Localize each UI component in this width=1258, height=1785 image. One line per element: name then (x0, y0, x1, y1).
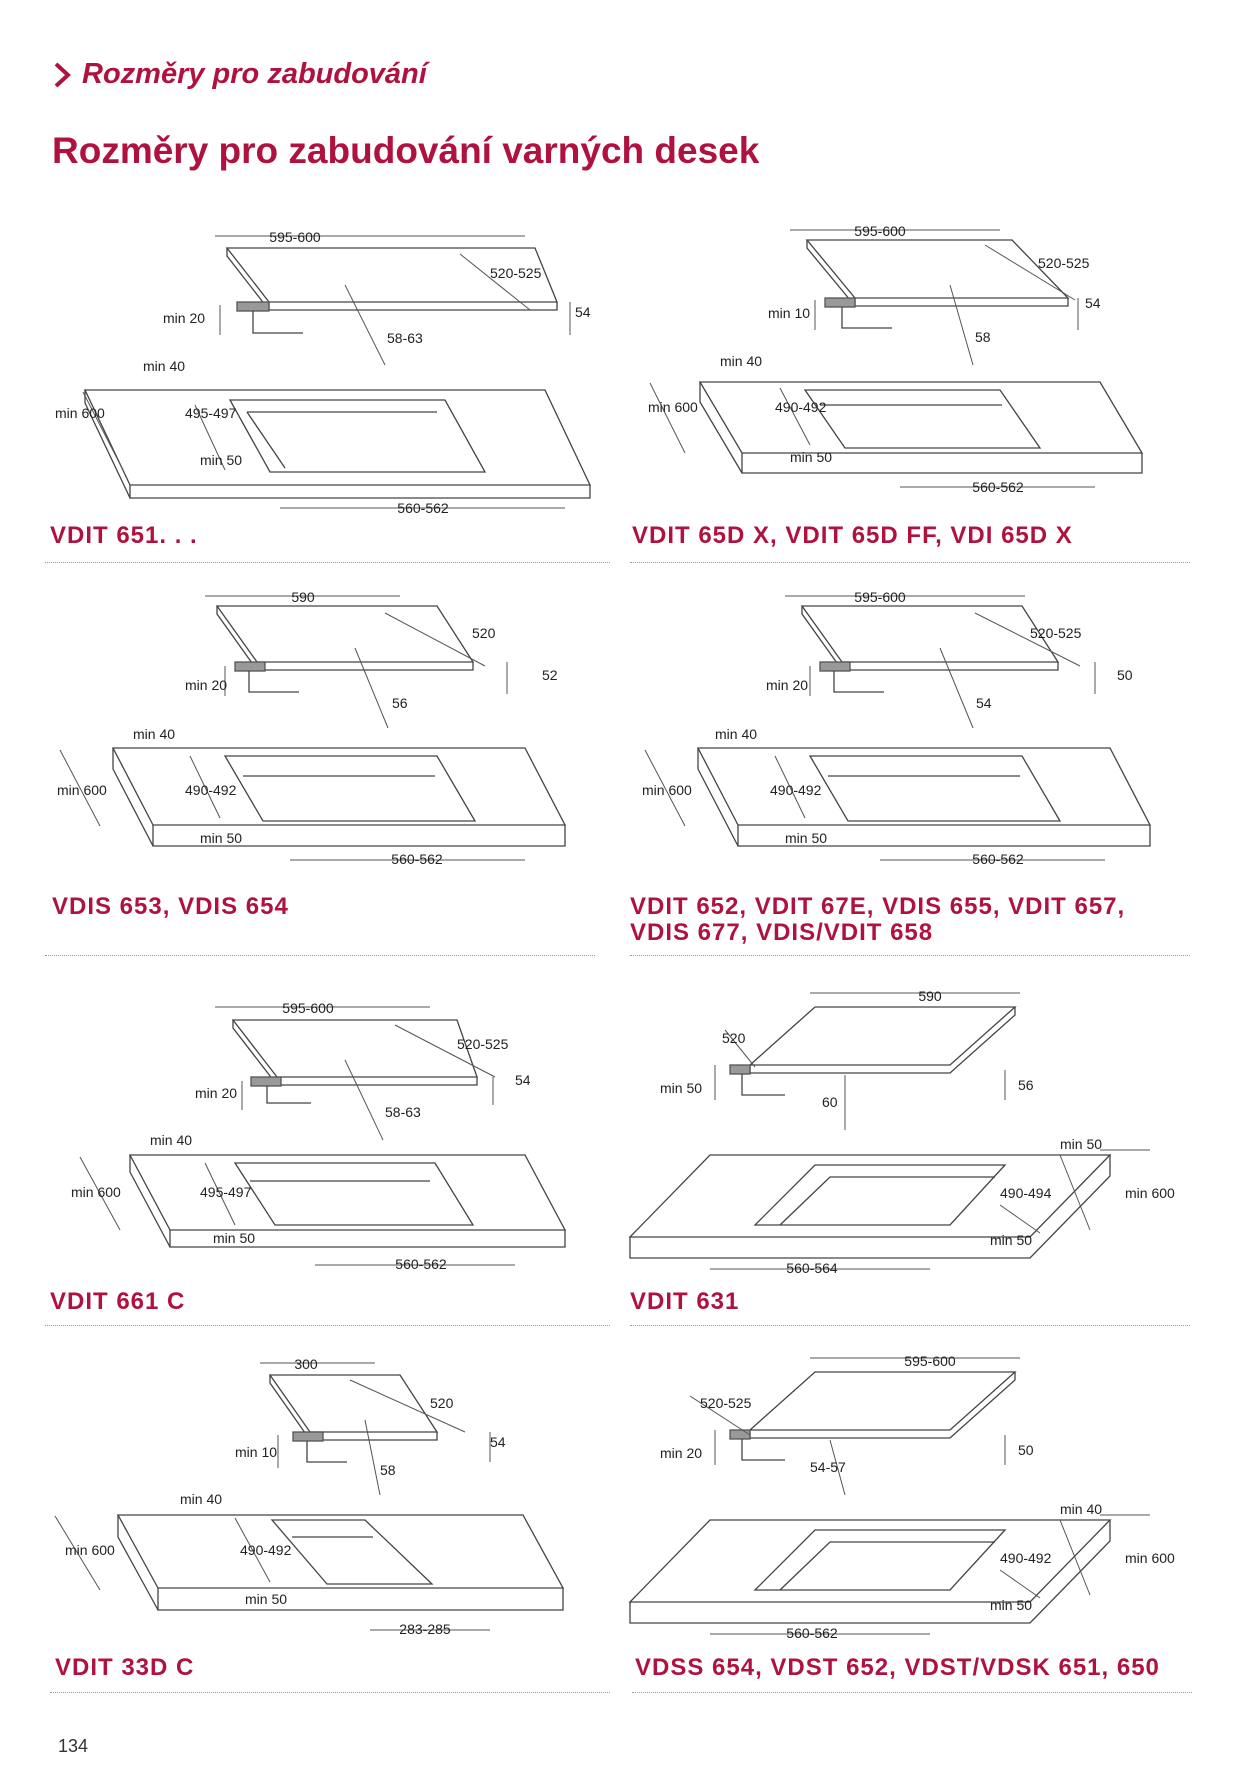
dimension-label: 50 (1117, 667, 1133, 683)
model-name: VDIT 652, VDIT 67E, VDIS 655, VDIT 657, (630, 893, 1126, 920)
dimension-label: min 40 (133, 726, 176, 742)
dimension-label: 54-57 (810, 1459, 846, 1475)
dimension-label: min 40 (150, 1132, 193, 1148)
model-name: VDIT 651. . . (50, 522, 198, 549)
dimension-label: min 50 (660, 1080, 703, 1096)
dimension-label: min 20 (195, 1085, 238, 1101)
separator (50, 1692, 610, 1693)
dimension-label: 54 (575, 304, 591, 320)
dimension-label: 490-494 (1000, 1185, 1052, 1201)
dimension-label: min 50 (245, 1591, 288, 1607)
dimension-label: 520-525 (490, 265, 542, 281)
separator (45, 1325, 610, 1326)
diagram-cell (630, 578, 1200, 888)
dimension-label: 60 (822, 1094, 838, 1110)
dimension-label: 520 (472, 625, 496, 641)
dimension-label: 595-600 (904, 1353, 956, 1369)
dimension-label: 490-492 (240, 1542, 292, 1558)
dimension-label: min 600 (1125, 1185, 1175, 1201)
dimension-label: 56 (392, 695, 408, 711)
diagram-cell (45, 200, 615, 525)
breadcrumb[interactable] (52, 58, 427, 91)
separator (630, 955, 1190, 956)
dimension-label: 560-562 (395, 1256, 447, 1272)
dimension-label: 595-600 (854, 223, 906, 239)
diagram-cell (45, 985, 615, 1280)
dimension-label: min 600 (642, 782, 692, 798)
installation-diagram (630, 200, 1200, 525)
dimension-label: 520-525 (1030, 625, 1082, 641)
model-name: VDIT 33D C (55, 1654, 195, 1681)
dimension-label: 560-562 (397, 500, 449, 516)
diagram-cell (630, 975, 1200, 1280)
dimension-label: 283-285 (399, 1621, 451, 1637)
dimension-label: min 600 (648, 399, 698, 415)
separator (45, 562, 610, 563)
dimension-label: min 40 (1060, 1501, 1103, 1517)
model-name: VDIT 65D X, VDIT 65D FF, VDI 65D X (632, 522, 1073, 549)
installation-diagram (630, 1340, 1200, 1645)
dimension-label: min 50 (200, 830, 243, 846)
model-name: VDIT 661 C (50, 1288, 186, 1315)
dimension-label: min 20 (185, 677, 228, 693)
dimension-label: 560-564 (786, 1260, 838, 1276)
dimension-label: min 40 (180, 1491, 223, 1507)
installation-diagram (630, 578, 1200, 888)
dimension-label: 490-492 (770, 782, 822, 798)
dimension-label: min 40 (143, 358, 186, 374)
installation-diagram (45, 200, 615, 525)
dimension-label: min 50 (990, 1597, 1033, 1613)
dimension-label: min 50 (200, 452, 243, 468)
installation-diagram (45, 578, 615, 888)
dimension-label: 520-525 (457, 1036, 509, 1052)
dimension-label: 58 (380, 1462, 396, 1478)
dimension-label: min 50 (213, 1230, 256, 1246)
separator (45, 955, 595, 956)
model-name: VDSS 654, VDST 652, VDST/VDSK 651, 650 (635, 1654, 1160, 1681)
dimension-label: 560-562 (786, 1625, 838, 1641)
dimension-label: 58 (975, 329, 991, 345)
dimension-label: 560-562 (391, 851, 443, 867)
chevron-right-icon (52, 61, 74, 89)
dimension-label: 595-600 (282, 1000, 334, 1016)
breadcrumb-label: Rozměry pro zabudování (82, 58, 427, 90)
dimension-label: 590 (918, 988, 942, 1004)
separator (632, 1692, 1192, 1693)
dimension-label: 495-497 (185, 405, 237, 421)
page-number: 134 (58, 1736, 89, 1756)
dimension-label: 595-600 (854, 589, 906, 605)
dimension-label: min 50 (1060, 1136, 1103, 1152)
installation-diagram (45, 985, 615, 1280)
model-name: VDIS 677, VDIS/VDIT 658 (630, 919, 934, 946)
installation-diagram (630, 975, 1200, 1280)
dimension-label: min 600 (55, 405, 105, 421)
dimension-label: min 40 (720, 353, 763, 369)
dimension-label: 495-497 (200, 1184, 252, 1200)
diagram-cell (630, 200, 1200, 525)
dimension-label: 590 (291, 589, 315, 605)
dimension-label: 54 (976, 695, 992, 711)
dimension-label: min 10 (235, 1444, 278, 1460)
dimension-label: min 10 (768, 305, 811, 321)
dimension-label: 560-562 (972, 479, 1024, 495)
dimension-label: min 20 (766, 677, 809, 693)
dimension-label: min 600 (1125, 1550, 1175, 1566)
dimension-label: min 40 (715, 726, 758, 742)
model-name: VDIS 653, VDIS 654 (52, 893, 289, 920)
dimension-label: 490-492 (775, 399, 827, 415)
dimension-label: 560-562 (972, 851, 1024, 867)
diagram-cell (630, 1340, 1200, 1645)
separator (630, 562, 1190, 563)
installation-diagram (45, 1340, 615, 1645)
dimension-label: min 50 (790, 449, 833, 465)
dimension-label: 520-525 (1038, 255, 1090, 271)
dimension-label: min 600 (57, 782, 107, 798)
page-title: Rozměry pro zabudování varných desek (52, 130, 760, 171)
dimension-label: 54 (490, 1434, 506, 1450)
dimension-label: 58-63 (385, 1104, 421, 1120)
dimension-label: 56 (1018, 1077, 1034, 1093)
diagram-cell (45, 1340, 615, 1645)
dimension-label: 54 (1085, 295, 1101, 311)
dimension-label: 595-600 (269, 229, 321, 245)
dimension-label: min 50 (990, 1232, 1033, 1248)
dimension-label: 490-492 (185, 782, 237, 798)
separator (630, 1325, 1190, 1326)
dimension-label: 50 (1018, 1442, 1034, 1458)
dimension-label: 520 (722, 1030, 746, 1046)
dimension-label: min 600 (65, 1542, 115, 1558)
model-name: VDIT 631 (630, 1288, 740, 1315)
dimension-label: 300 (294, 1356, 318, 1372)
dimension-label: 520 (430, 1395, 454, 1411)
dimension-label: min 20 (163, 310, 206, 326)
dimension-label: 490-492 (1000, 1550, 1052, 1566)
dimension-label: min 50 (785, 830, 828, 846)
dimension-label: 54 (515, 1072, 531, 1088)
dimension-label: 58-63 (387, 330, 423, 346)
dimension-label: 520-525 (700, 1395, 752, 1411)
diagram-cell (45, 578, 615, 888)
dimension-label: 52 (542, 667, 558, 683)
dimension-label: min 600 (71, 1184, 121, 1200)
dimension-label: min 20 (660, 1445, 703, 1461)
